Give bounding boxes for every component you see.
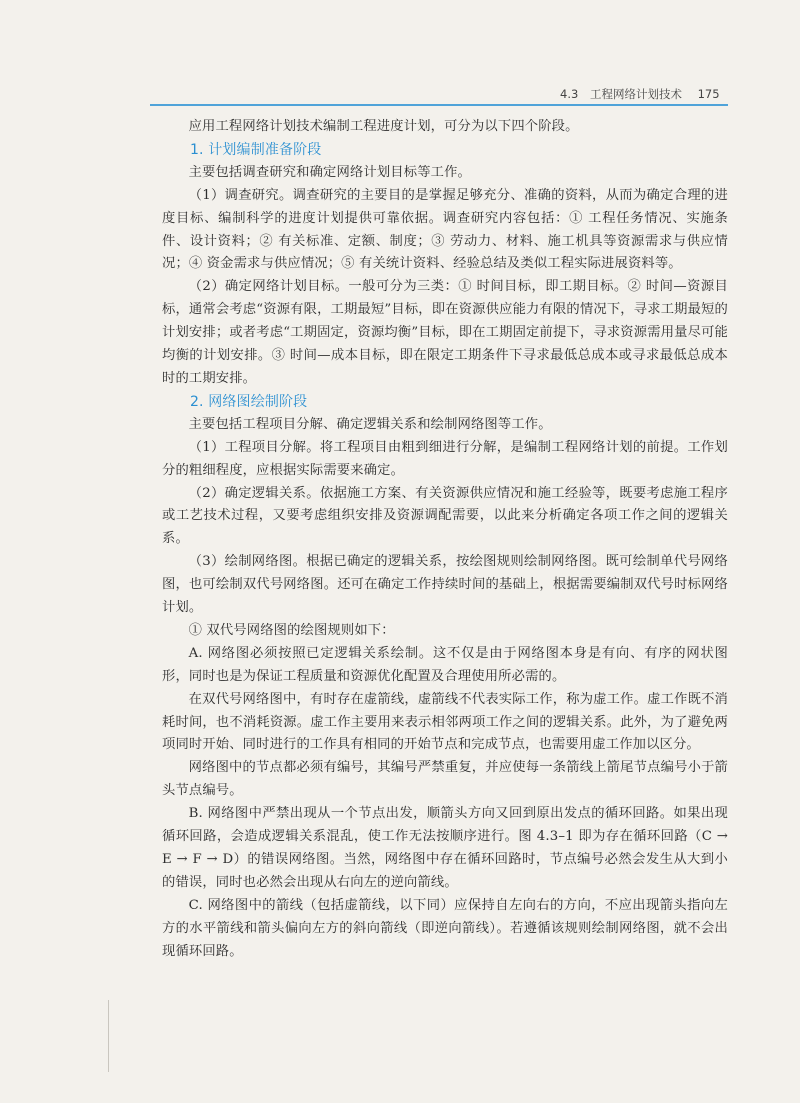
paragraph: 在双代号网络图中，有时存在虚箭线，虚箭线不代表实际工作，称为虚工作。虚工作既不消耗时间，也不消耗资源。虚工作主要用来表示相邻两项工作之间的逻辑关系。此外，为了避免两项同时开始、同时进行的工作具有相同的开始节点和完成节点，也需要用虚工作加以区分。	[162, 691, 728, 753]
paragraph: B. 网络图中严禁出现从一个节点出发，顺箭头方向又回到原出发点的循环回路。如果出现循环回路，会造成逻辑关系混乱，使工作无法按顺序进行。图 4.3–1 即为存在循环回路（C → E → F → D）的错误网络图。当然，网络图中存在循环回路时，节点编号必然会发生从大到小的错误，同时也必然会出现从右向左的逆向箭线。	[162, 806, 728, 890]
paragraph: （1）调查研究。调查研究的主要目的是掌握足够充分、准确的资料，从而为确定合理的进度目标、编制科学的进度计划提供可靠依据。调查研究内容包括：① 工程任务情况、实施条件、设计资料；② 有关标准、定额、制度；③ 劳动力、材料、施工机具等资源需求与供应情况；④ 资金需求与供应情况；⑤ 有关统计资料、经验总结及类似工程实际进展资料等。	[162, 187, 728, 272]
paragraph: （3）绘制网络图。根据已确定的逻辑关系，按绘图规则绘制网络图。既可绘制单代号网络图，也可绘制双代号网络图。还可在确定工作持续时间的基础上，根据需要编制双代号时标网络计划。	[162, 554, 728, 616]
running-header	[560, 86, 724, 102]
paragraph: （1）工程项目分解。将工程项目由粗到细进行分解，是编制工程网络计划的前提。工作划分的粗细程度，应根据实际需要来确定。	[162, 439, 728, 478]
paragraph: 应用工程网络计划技术编制工程进度计划，可分为以下四个阶段。	[188, 119, 579, 134]
header-rule	[150, 104, 728, 106]
paragraph: （2）确定网络计划目标。一般可分为三类：① 时间目标，即工期目标。② 时间—资源目标，通常会考虑“资源有限，工期最短”目标，即在资源供应能力有限的情况下，寻求工期最短的计划安排；或者考虑“工期固定，资源均衡”目标，即在工期固定前提下，寻求资源需用量尽可能均衡的计划安排。③ 时间—成本目标，即在限定工期条件下寻求最低总成本或寻求最低总成本时的工期安排。	[162, 279, 728, 386]
paragraph: 主要包括调查研究和确定网络计划目标等工作。	[188, 164, 471, 180]
paragraph: C. 网络图中的箭线（包括虚箭线，以下同）应保持自左向右的方向，不应出现箭头指向左方的水平箭线和箭头偏向左方的斜向箭线（即逆向箭线）。若遵循该规则绘制网络图，就不会出现循环回路。	[162, 897, 728, 959]
paragraph: 主要包括工程项目分解、确定逻辑关系和绘制网络图等工作。	[188, 416, 552, 432]
page-number: 175	[697, 87, 720, 101]
body-text	[162, 116, 728, 964]
paragraph: 网络图中的节点都必须有编号，其编号严禁重复，并应使每一条箭线上箭尾节点编号小于箭头节点编号。	[162, 760, 728, 799]
binding-margin-line	[108, 1000, 109, 1072]
section-heading: 1. 计划编制准备阶段	[190, 141, 322, 158]
section-number: 4.3	[560, 87, 579, 101]
section-title: 工程网络计划技术	[589, 87, 682, 101]
paragraph: A. 网络图必须按照已定逻辑关系绘制。这不仅是由于网络图本身是有向、有序的网状图形，同时也是为保证工程质量和资源优化配置及合理使用所必需的。	[162, 645, 728, 684]
paragraph: （2）确定逻辑关系。依据施工方案、有关资源供应情况和施工经验等，既要考虑施工程序或工艺技术过程，又要考虑组织安排及资源调配需要，以此来分析确定各项工作之间的逻辑关系。	[162, 485, 728, 547]
section-heading: 2. 网络图绘制阶段	[190, 393, 308, 410]
paragraph: ① 双代号网络图的绘图规则如下：	[188, 622, 395, 638]
